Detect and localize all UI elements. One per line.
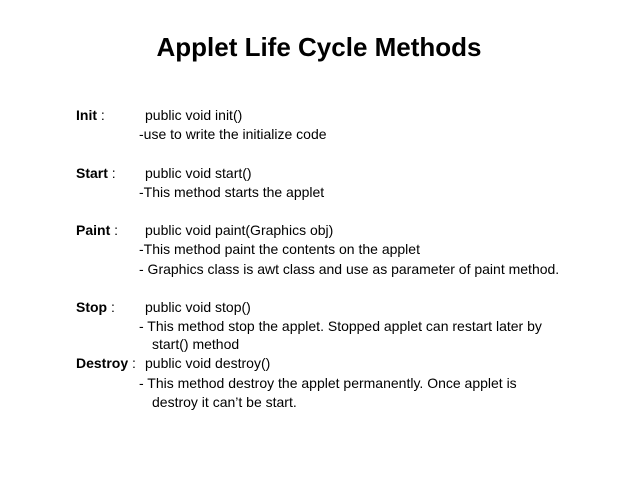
method-start-label: [76, 164, 116, 182]
method-destroy-separator: :: [128, 355, 136, 371]
method-paint-separator: :: [110, 222, 119, 238]
method-stop-term: Stop: [76, 299, 108, 315]
method-paint-description-2: - Graphics class is awt class and use as parameter of paint method.: [139, 261, 560, 277]
method-stop-description-1: - This method stop the applet. Stopped applet can restart later by: [139, 318, 542, 334]
method-stop-label: [76, 298, 115, 316]
method-paint-description-1: -This method paint the contents on the applet: [139, 241, 420, 257]
method-destroy-signature: public void destroy(): [145, 355, 271, 371]
method-stop-description-2: start() method: [152, 336, 240, 352]
method-paint-term: Paint: [76, 222, 111, 238]
method-start-description: -This method starts the applet: [139, 184, 325, 200]
slide-title: Applet Life Cycle Methods: [156, 32, 482, 62]
method-paint-label: [76, 221, 118, 239]
method-init-term: Init: [76, 107, 97, 123]
method-start-term: Start: [76, 165, 108, 181]
method-destroy-term: Destroy: [76, 355, 129, 371]
method-destroy-description-1: - This method destroy the applet permanently. Once applet is: [139, 375, 517, 391]
method-init-signature: public void init(): [145, 107, 243, 123]
method-start-signature: public void start(): [145, 165, 252, 181]
method-destroy-description-2: destroy it can’t be start.: [152, 394, 297, 410]
method-init-description: -use to write the initialize code: [139, 126, 327, 142]
method-start-separator: :: [107, 165, 116, 181]
method-paint-signature: public void paint(Graphics obj): [145, 222, 334, 238]
method-stop-signature: public void stop(): [145, 299, 251, 315]
method-init-separator: :: [97, 107, 105, 123]
method-init-label: [76, 106, 105, 124]
method-destroy-label: [76, 354, 136, 372]
method-stop-separator: :: [107, 299, 115, 315]
